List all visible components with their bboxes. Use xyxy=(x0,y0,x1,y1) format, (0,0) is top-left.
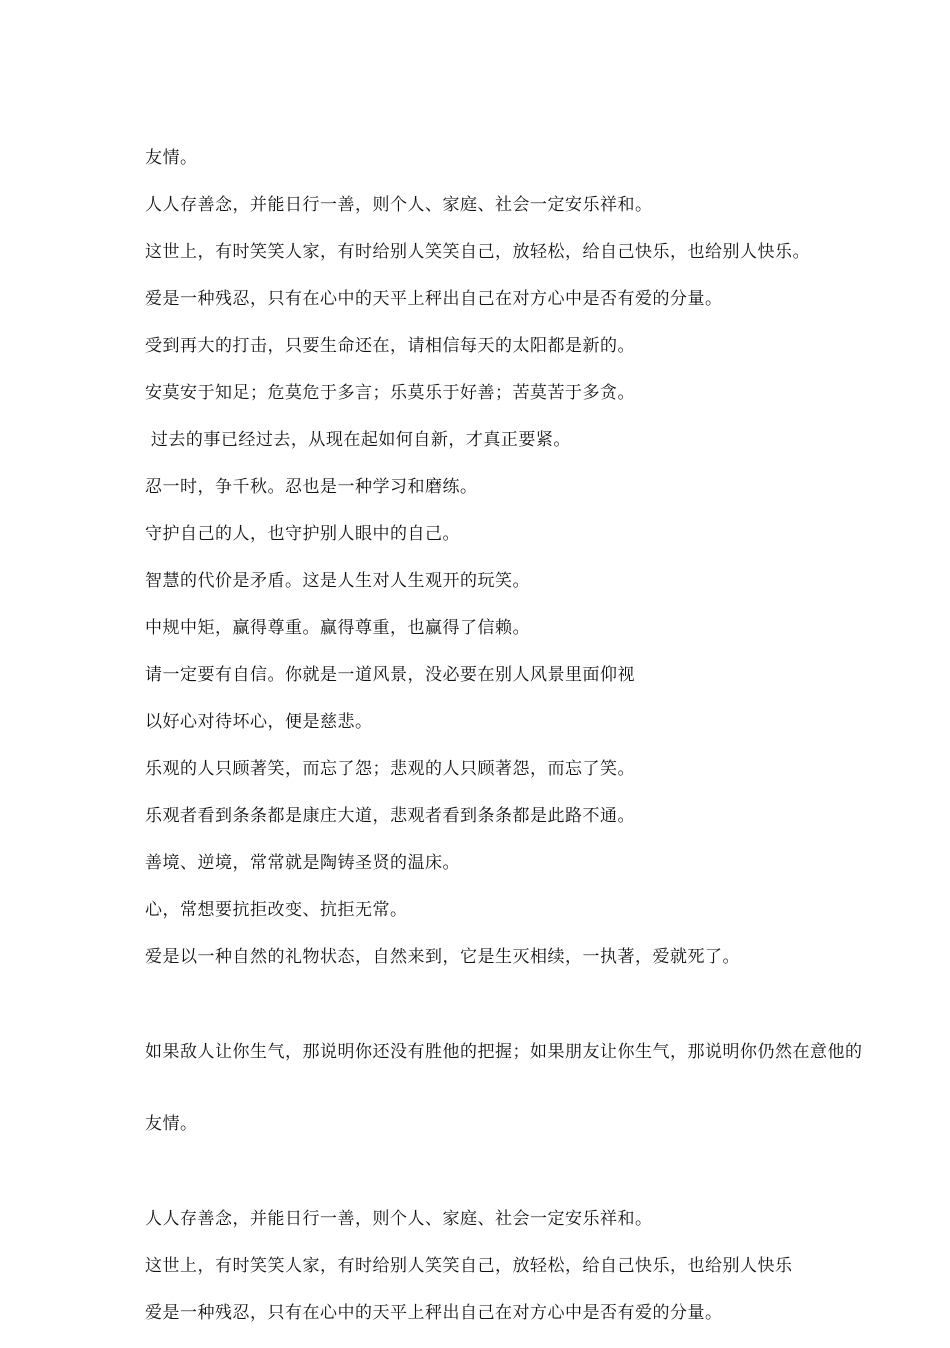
text-line: 乐观者看到条条都是康庄大道，悲观者看到条条都是此路不通。 xyxy=(145,806,635,826)
text-line: 忍一时，争千秋。忍也是一种学习和磨练。 xyxy=(145,477,478,497)
text-line: 乐观的人只顾著笑，而忘了怨；悲观的人只顾著怨，而忘了笑。 xyxy=(145,759,635,779)
wrapped-text-line xyxy=(145,992,915,1184)
text-line: 以好心对待坏心，便是慈悲。 xyxy=(145,712,373,732)
text-line: 中规中矩，赢得尊重。赢得尊重，也赢得了信赖。 xyxy=(145,618,530,638)
text-line: 爱是一种残忍，只有在心中的天平上秤出自己在对方心中是否有爱的分量。 xyxy=(145,1303,723,1323)
wrapped-line-part2: 友情。 xyxy=(145,1114,198,1134)
text-line: 过去的事已经过去，从现在起如何自新，才真正要紧。 xyxy=(145,430,571,450)
text-line: 受到再大的打击，只要生命还在，请相信每天的太阳都是新的。 xyxy=(145,336,635,356)
wrapped-line-part1: 如果敌人让你生气，那说明你还没有胜他的把握；如果朋友让你生气，那说明你仍然在意他的 xyxy=(145,1042,863,1062)
text-line: 爱是一种残忍，只有在心中的天平上秤出自己在对方心中是否有爱的分量。 xyxy=(145,289,723,309)
text-line: 这世上，有时笑笑人家，有时给别人笑笑自己，放轻松，给自己快乐，也给别人快乐。 xyxy=(145,242,810,262)
text-line: 安莫安于知足；危莫危于多言；乐莫乐于好善；苦莫苦于多贪。 xyxy=(145,383,635,403)
text-line: 守护自己的人，也守护别人眼中的自己。 xyxy=(145,524,460,544)
text-line: 请一定要有自信。你就是一道风景，没必要在别人风景里面仰视 xyxy=(145,665,635,685)
text-line: 这世上，有时笑笑人家，有时给别人笑笑自己，放轻松，给自己快乐，也给别人快乐 xyxy=(145,1256,793,1276)
text-line: 心，常想要抗拒改变、抗拒无常。 xyxy=(145,900,408,920)
quote-list xyxy=(145,146,915,1348)
text-line: 爱是以一种自然的礼物状态，自然来到，它是生灭相续，一执著，爱就死了。 xyxy=(145,947,740,967)
text-line: 善境、逆境，常常就是陶铸圣贤的温床。 xyxy=(145,853,460,873)
text-line: 友情。 xyxy=(145,148,198,168)
text-line: 人人存善念，并能日行一善，则个人、家庭、社会一定安乐祥和。 xyxy=(145,1209,653,1229)
text-line: 智慧的代价是矛盾。这是人生对人生观开的玩笑。 xyxy=(145,571,530,591)
text-line: 人人存善念，并能日行一善，则个人、家庭、社会一定安乐祥和。 xyxy=(145,195,653,215)
